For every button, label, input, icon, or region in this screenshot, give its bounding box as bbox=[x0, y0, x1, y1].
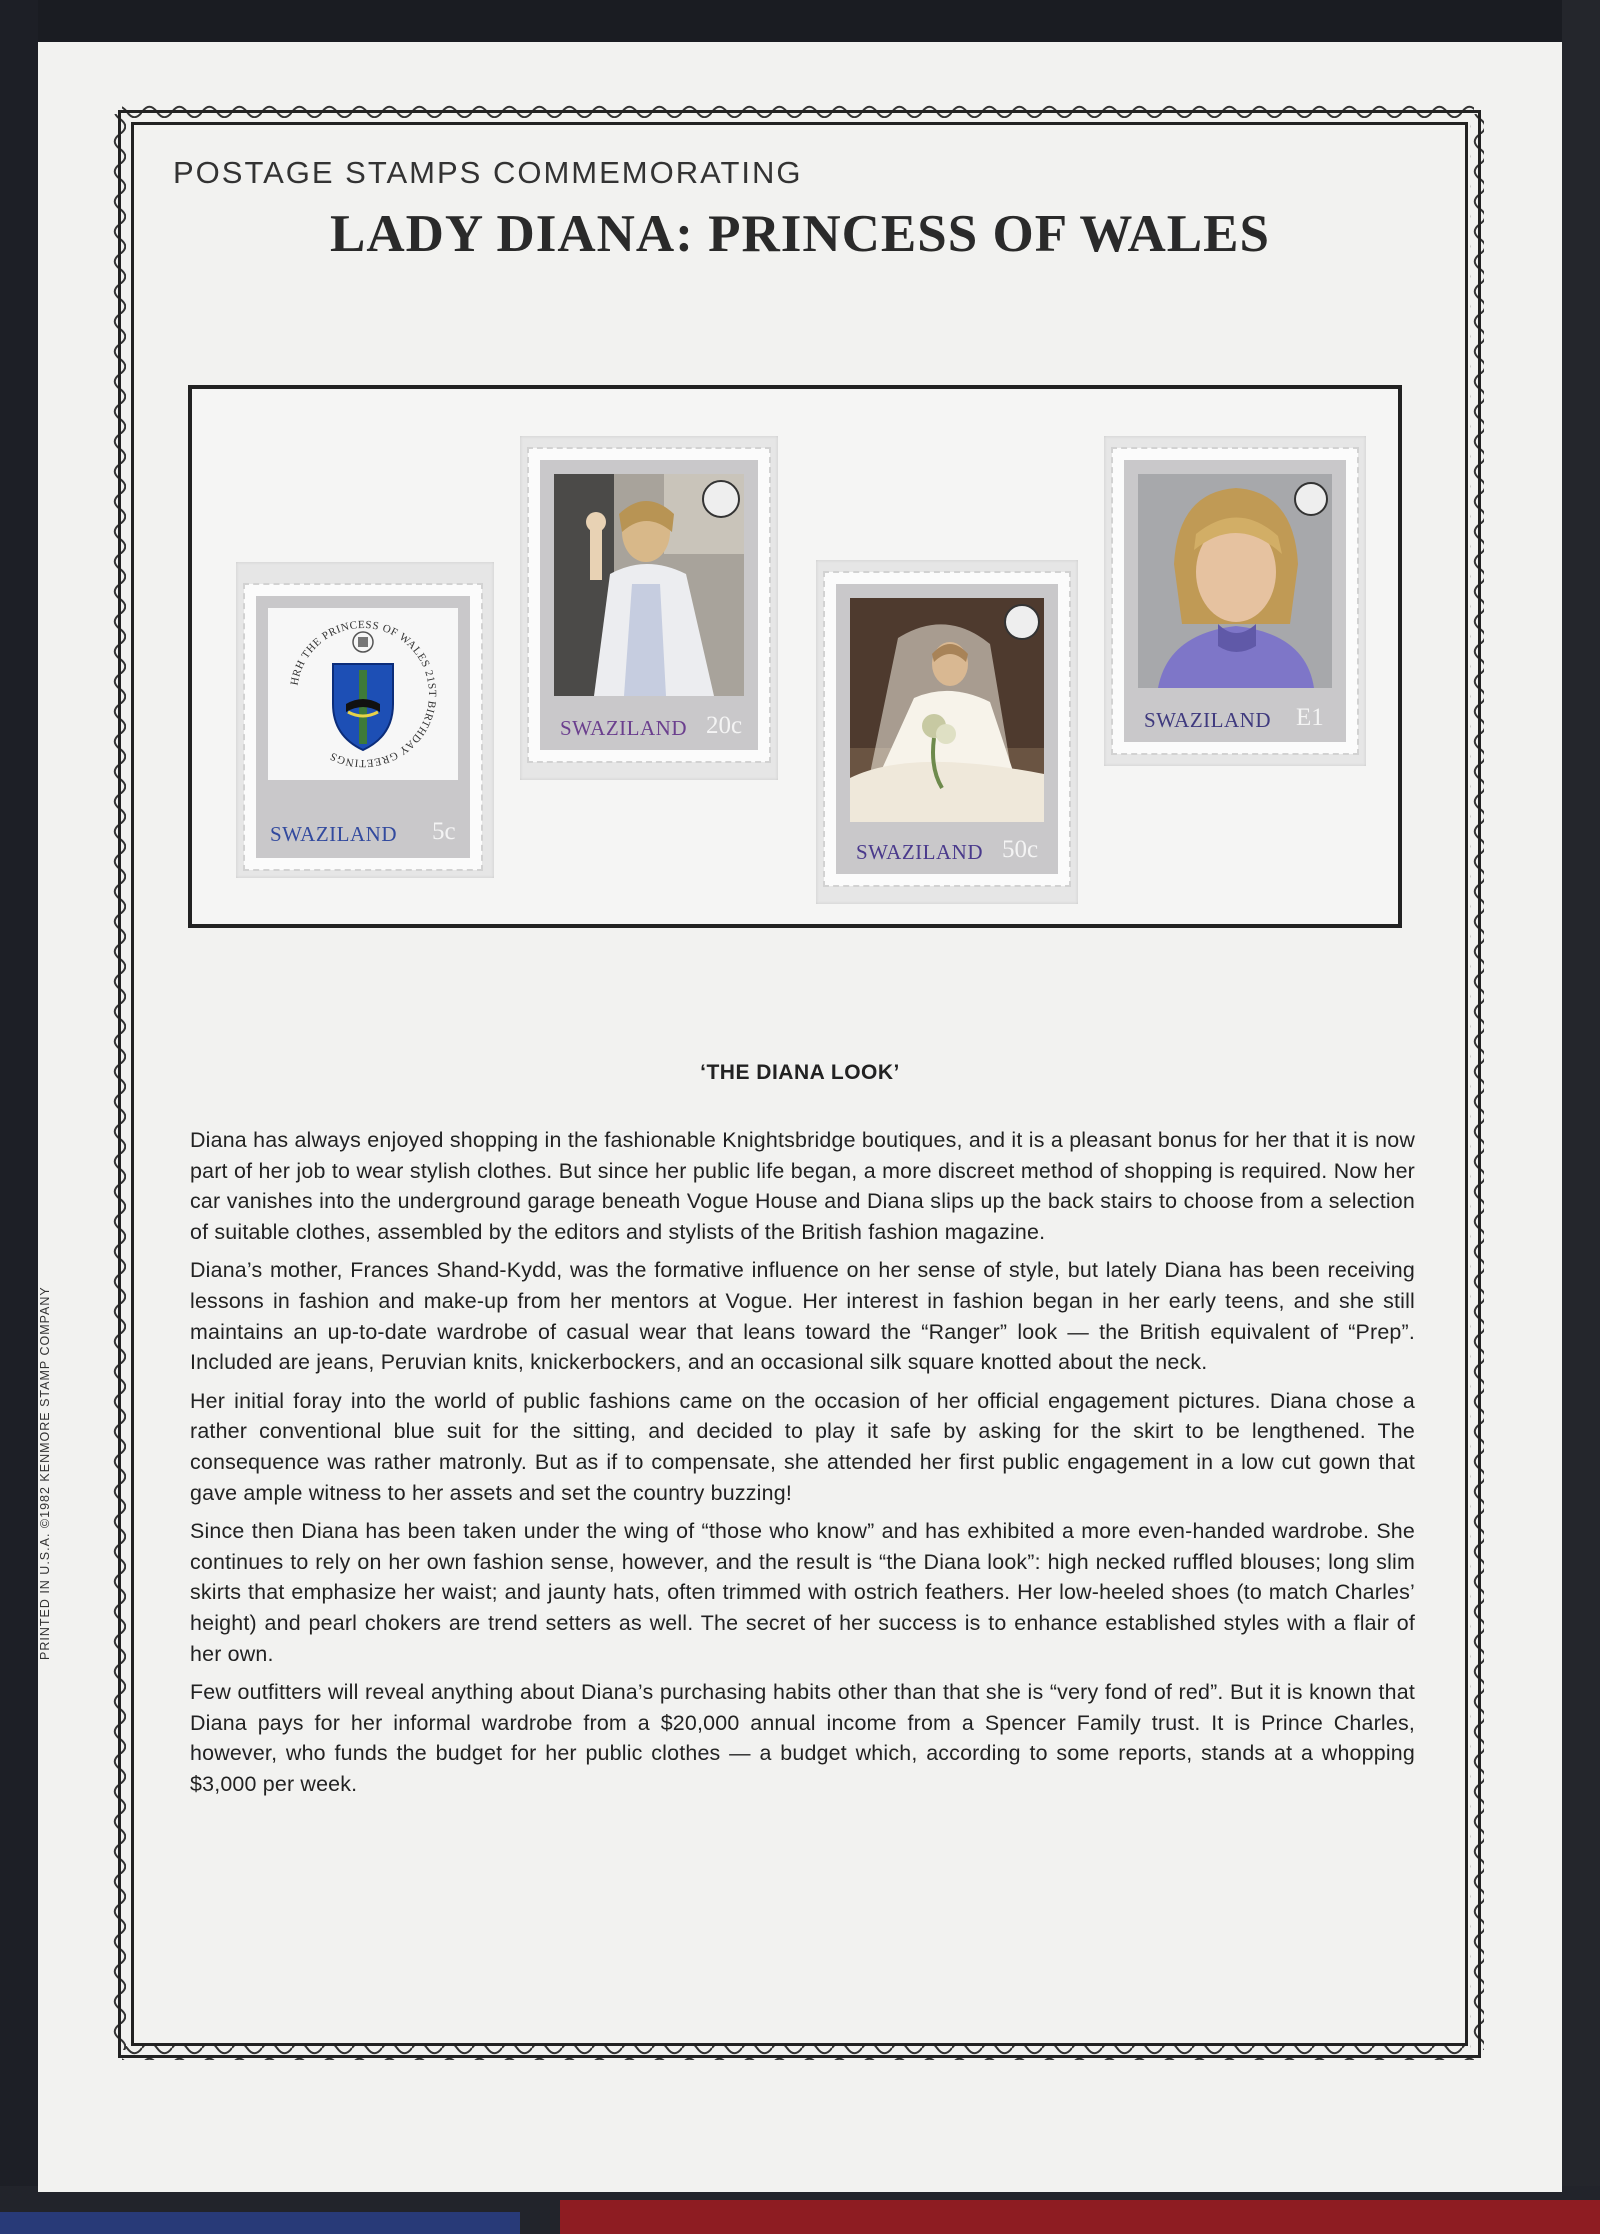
stamp-5c[interactable] bbox=[244, 584, 482, 870]
stamp-20c-country: SWAZILAND bbox=[560, 716, 687, 740]
stamp-50c-value: 50c bbox=[1002, 836, 1039, 863]
stamp-e1-country: SWAZILAND bbox=[1144, 708, 1271, 732]
stamp-50c-inner bbox=[836, 584, 1058, 874]
background-red-strip bbox=[560, 2200, 1600, 2234]
stamp-5c-country: SWAZILAND bbox=[270, 822, 397, 846]
article-paragraph: Diana has always enjoyed shopping in the fashionable Knightsbridge boutiques, and it is a pleasant bonus for her that it is now part of her job to wear stylish clothes. But since her public life began, a more discreet method of shopping is required. Now her car vanishes into the underground garage beneath Vogue House and Diana slips up the back stairs to choose from a selection of suitable clothes, assembled by the editors and stylists of the British fashion magazine. bbox=[190, 1128, 1415, 1244]
article-body bbox=[190, 1125, 1415, 1807]
background-blue-strip bbox=[0, 2212, 520, 2234]
stamp-50c-country: SWAZILAND bbox=[856, 840, 983, 864]
printer-credit: PRINTED IN U.S.A. ©1982 KENMORE STAMP COMPANY bbox=[38, 1286, 52, 1660]
stamp-20c-inner bbox=[540, 460, 758, 750]
stamp-50c-photo bbox=[850, 598, 1044, 822]
stamp-e1-photo bbox=[1138, 474, 1332, 688]
article-paragraph: Few outfitters will reveal anything about Diana’s purchasing habits other than that she is “very fond of red”. But it is known that Diana pays for her informal wardrobe from a $20,000 annual income from a Spencer Family trust. It is Prince Charles, however, who funds the budget for her public clothes — a budget which, according to some reports, stands at a whopping $3,000 per week. bbox=[190, 1680, 1415, 1796]
stamp-5c-ring-text: HRH THE PRINCESS OF WALES 21ST BIRTHDAY GREETINGS bbox=[288, 618, 439, 770]
stamp-20c-crest-icon bbox=[702, 480, 740, 518]
article-paragraph: Her initial foray into the world of public fashions came on the occasion of her official engagement pictures. Diana chose a rather conventional blue suit for the sitting, and decided to play it safe by asking for the skirt to be lengthened. The consequence was rather matronly. But as if to compensate, she attended her first public engagement in a low cut gown that gave ample witness to her assets and set the country buzzing! bbox=[190, 1388, 1415, 1505]
stamp-5c-value: 5c bbox=[432, 818, 456, 845]
background-left-edge bbox=[0, 0, 38, 2234]
stamp-5c-design-area bbox=[268, 608, 458, 780]
page-subtitle: POSTAGE STAMPS COMMEMORATING bbox=[173, 155, 803, 190]
article-paragraph: Since then Diana has been taken under the wing of “those who know” and has exhibited a more even-handed wardrobe. She continues to rely on her own fashion sense, however, and the result is “the Diana look”: high necked ruffled blouses; long slim skirts that emphasize her waist; and jaunty hats, often trimmed with ostrich feathers. Her low-heeled shoes (to match Charles’ height) and pearl chokers are trend setters as well. The secret of her success is to enhance established styles with a flair of her own. bbox=[190, 1519, 1415, 1666]
stamp-e1[interactable] bbox=[1112, 448, 1358, 754]
stamp-e1-inner bbox=[1124, 460, 1346, 742]
stamp-50c-crest-icon bbox=[1004, 604, 1040, 640]
page-title: LADY DIANA: PRINCESS OF WALES bbox=[330, 205, 1270, 263]
article-paragraph: Diana’s mother, Frances Shand-Kydd, was the formative influence on her sense of style, but lately Diana has been receiving lessons in fashion and make-up from her mentors at Vogue. Her interest in fashion began in her early teens, and she still maintains an up-to-date wardrobe of casual wear that leans toward the “Ranger” look — the British equivalent of “Prep”. Included are jeans, Peruvian knits, knickerbockers, and an occasional silk square knotted about the neck. bbox=[190, 1258, 1415, 1375]
stamp-e1-value: E1 bbox=[1296, 704, 1324, 731]
article-title: ‘THE DIANA LOOK’ bbox=[700, 1061, 900, 1084]
stamp-20c-photo bbox=[554, 474, 744, 696]
coat-of-arms-emblem bbox=[268, 608, 458, 780]
background-right-edge bbox=[1562, 0, 1600, 2234]
stamp-5c-inner bbox=[256, 596, 470, 858]
stamp-20c[interactable] bbox=[528, 448, 770, 762]
stamp-20c-value: 20c bbox=[706, 712, 743, 739]
stamp-50c[interactable] bbox=[824, 572, 1070, 886]
stamp-e1-crest-icon bbox=[1294, 482, 1328, 516]
